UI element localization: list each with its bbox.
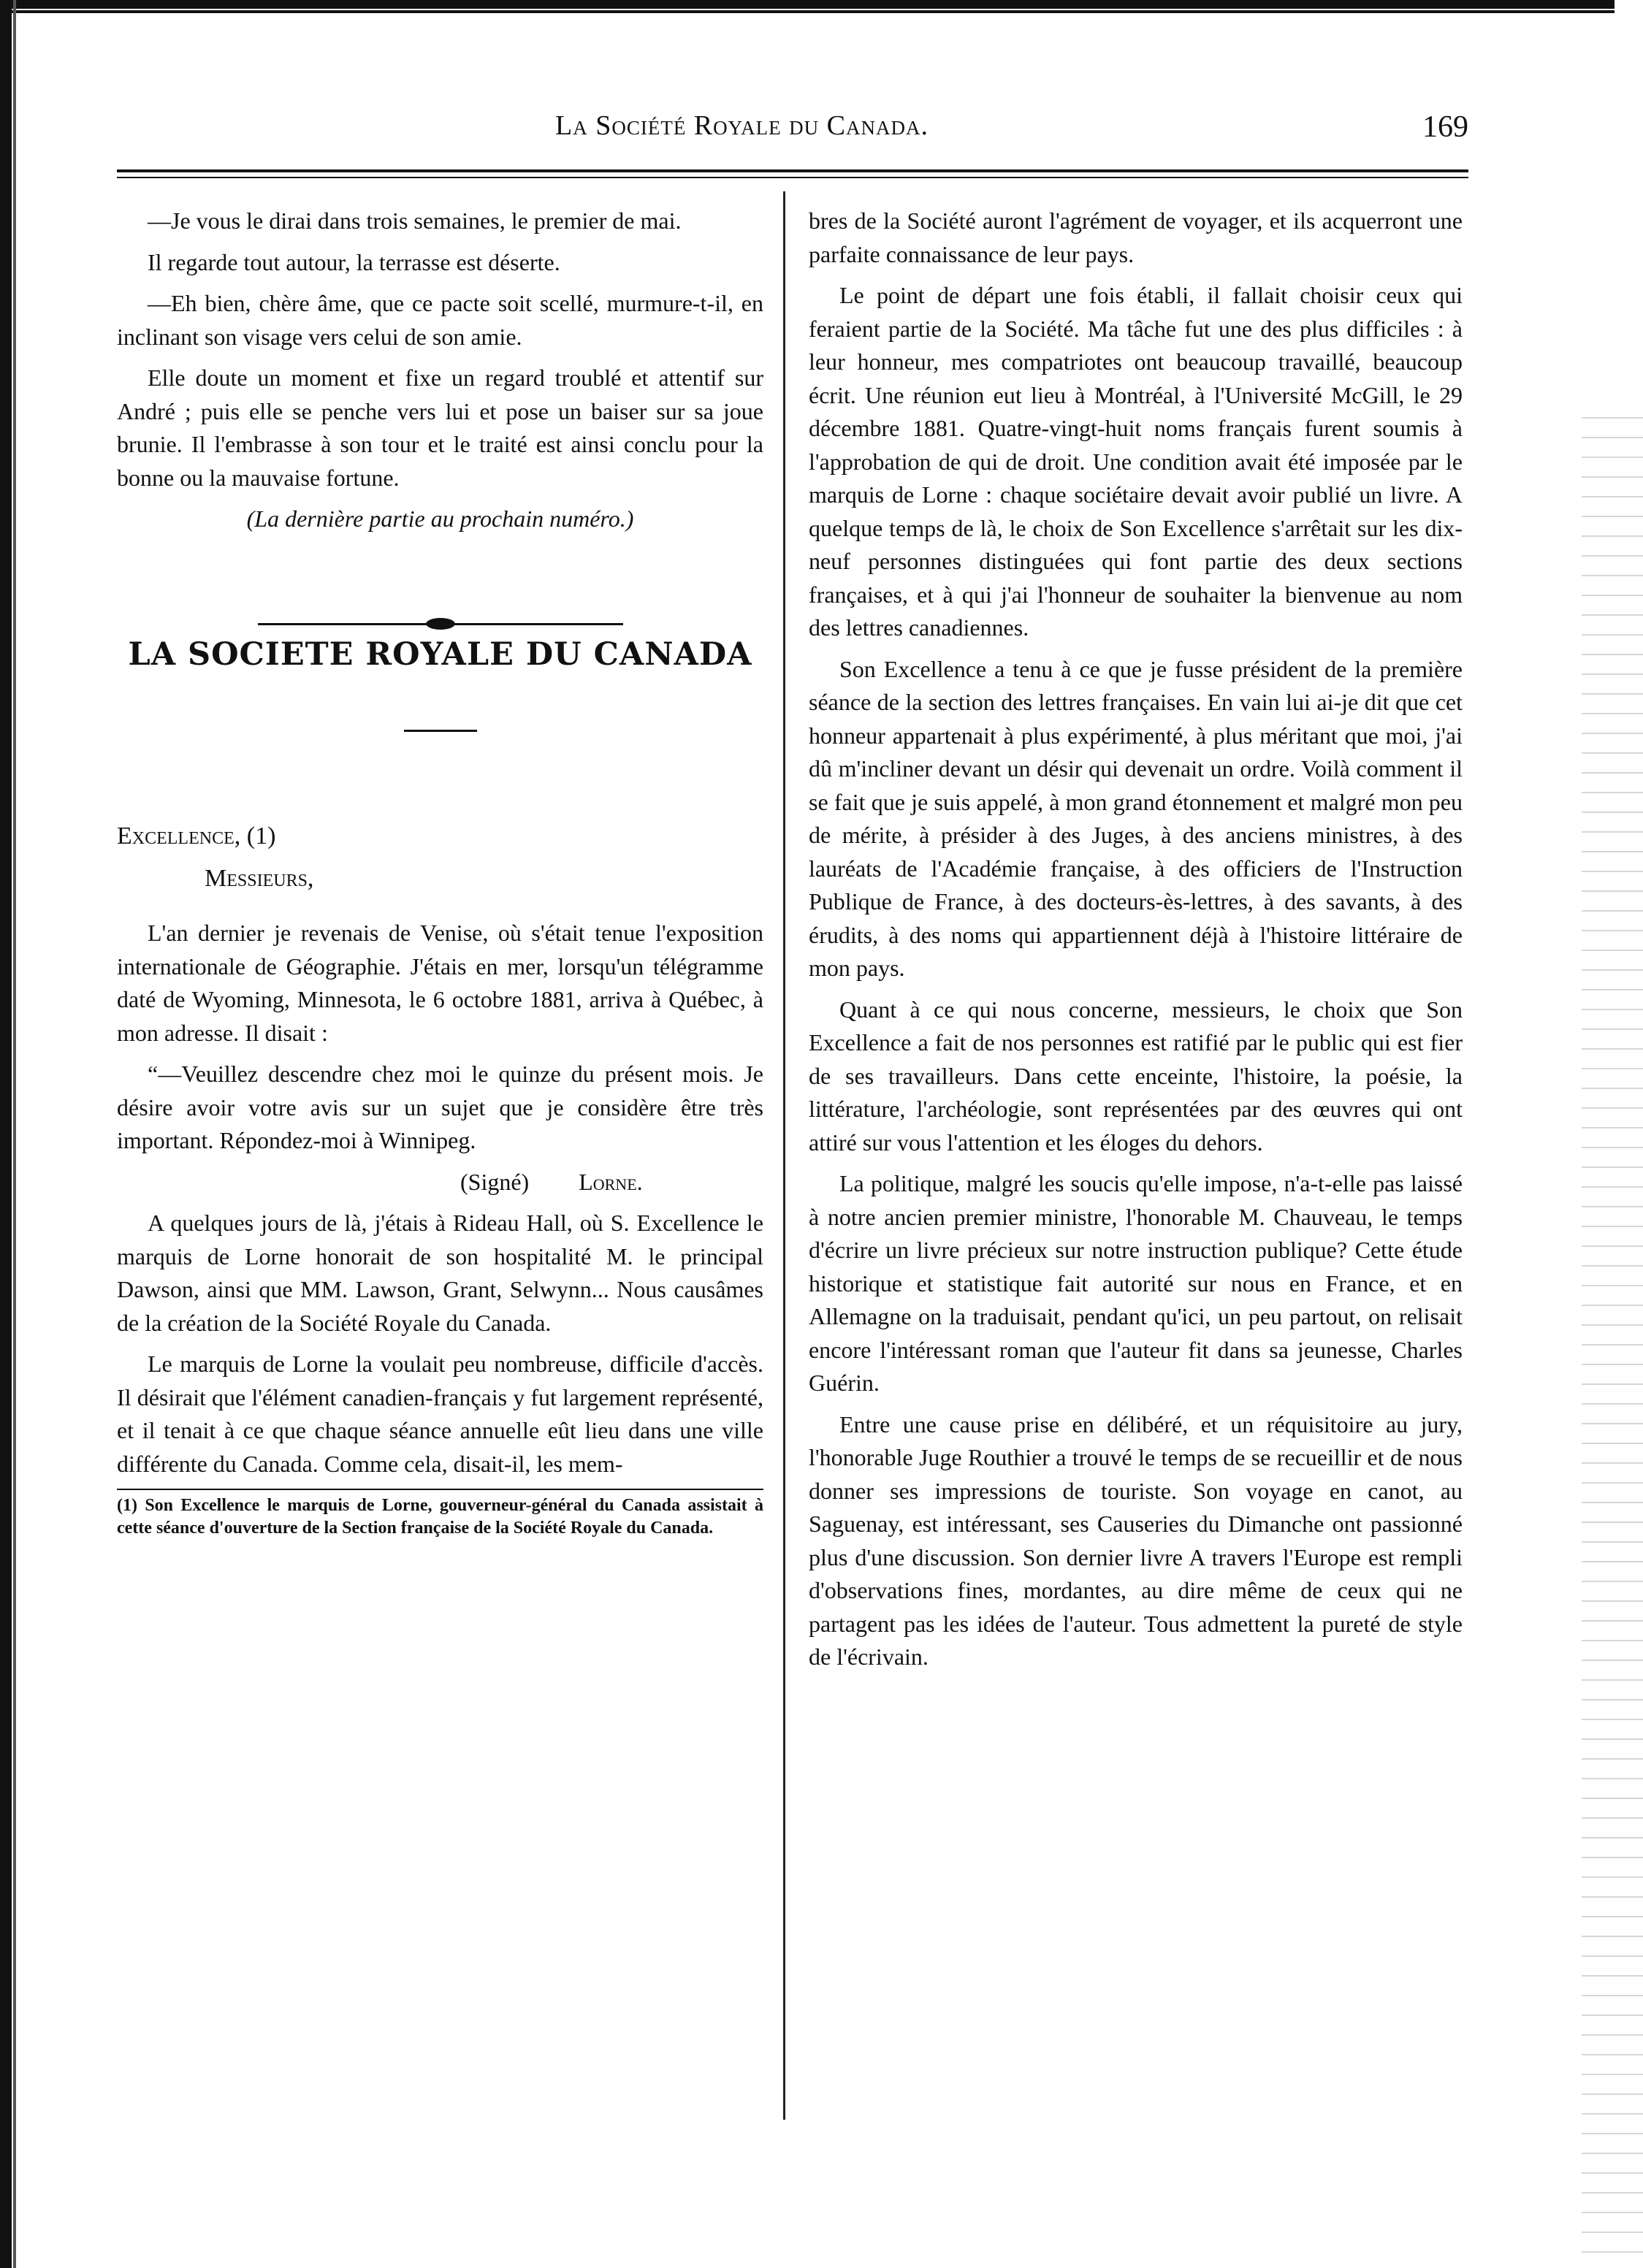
ornamental-divider bbox=[258, 609, 623, 638]
footnote: (1) Son Excellence le marquis de Lorne, gouverneur-général du Canada assistait à cette séance d'ouverture de la Section française de la Société Royale du Canada. bbox=[117, 1496, 763, 1538]
paragraph: Le point de départ une fois établi, il fallait choisir ceux qui feraient partie de la Société. Ma tâche fut une des plus difficiles : à leur honneur, mes compatriotes ont beaucoup travaillé, beaucoup écrit. Une réunion eut lieu à Montréal, à l'Université McGill, le 29 décembre 1881. Quatre-vingt-huit noms français furent soumis à l'approbation de qui de droit. Une condition avait été imposée par le marquis de Lorne : chaque sociétaire devait avoir publié un livre. A quelque temps de là, le choix de Son Excellence s'arrêtait sur les dix-neuf personnes distinguées qui font partie des deux sections françaises, et à qui j'ai l'honneur de souhaiter la bienvenue au nom des lettres canadiennes. bbox=[809, 282, 1463, 641]
paragraph: Quant à ce qui nous concerne, messieurs, le choix que Son Excellence a fait de nos personnes est ratifié par le public qui est fier de ses travailleurs. Dans cette enceinte, l'histoire, la poésie, la littérature, l'archéologie, sont représentées par des œuvres qui ont attiré sur vous l'attention et les éloges du dehors. bbox=[809, 996, 1463, 1156]
paragraph: —Eh bien, chère âme, que ce pacte soit scellé, murmure-t-il, en inclinant son visage vers celui de son amie. bbox=[117, 290, 763, 350]
top-border-rule-thin bbox=[0, 10, 1615, 13]
header-rule-thin bbox=[117, 177, 1468, 178]
right-margin-scan-noise bbox=[1582, 409, 1643, 2264]
paragraph: A quelques jours de là, j'étais à Rideau Hall, où S. Excellence le marquis de Lorne honorait de son hospitalité M. le principal Dawson, ainsi que MM. Lawson, Grant, Selwynn... Nous causâmes de la création de la Société Royale du Canada. bbox=[117, 1210, 763, 1336]
header-rule-thick bbox=[117, 169, 1468, 172]
telegram-signature bbox=[117, 1166, 763, 1199]
left-column bbox=[117, 205, 763, 1548]
footnote-rule bbox=[117, 1489, 763, 1490]
salutation-messieurs: Messieurs, bbox=[205, 864, 314, 892]
continuation-note: (La dernière partie au prochain numéro.) bbox=[246, 505, 634, 532]
short-divider bbox=[404, 730, 477, 732]
paragraph: Son Excellence a tenu à ce que je fusse président de la première séance de la section des lettres françaises. En vain lui ai-je dit que cet honneur appartenait à plus expérimenté, à plus méritant que moi, j'ai dû m'incliner devant un désir qui devenait un ordre. Voilà comment il se fait que je suis appelé, à mon grand étonnement et malgré mon peu de mérite, à présider à des Juges, à des anciens ministres, à des lauréats de l'Académie française, à des officiers de l'Instruction Publique de France, à des docteurs-ès-lettres, à des savants, à des érudits, à des noms qui appartiennent déjà à l'histoire littéraire de mon pays. bbox=[809, 655, 1463, 981]
paragraph: Le marquis de Lorne la voulait peu nombreuse, difficile d'accès. Il désirait que l'élément canadien-français y fut largement représenté, et il tenait à ce que chaque séance annuelle eût lieu dans une ville différente du Canada. Comme cela, disait-il, les mem- bbox=[117, 1351, 763, 1477]
page-number: 169 bbox=[1422, 110, 1468, 144]
paragraph: L'an dernier je revenais de Venise, où s'était tenue l'exposition internationale de Géographie. J'étais en mer, lorsqu'un télégramme daté de Wyoming, Minnesota, le 6 octobre 1881, arriva à Québec, à mon adresse. Il disait : bbox=[117, 920, 763, 1046]
paragraph: La politique, malgré les soucis qu'elle impose, n'a-t-elle pas laissé à notre ancien premier ministre, l'honorable M. Chauveau, le temps d'écrire un livre précieux sur notre instruction publique? Cette étude historique et statistique fait autorité sur nous en France, et en Allemagne on la traduisait, pendant qu'ici, un peu partout, on relisait encore l'intéressant roman que l'auteur fit dans sa jeunesse, Charles Guérin. bbox=[809, 1170, 1463, 1396]
left-binding-edge bbox=[0, 0, 12, 2268]
top-border-rule bbox=[0, 0, 1615, 9]
ornament-center bbox=[426, 618, 455, 630]
telegram-quote: “—Veuillez descendre chez moi le quinze du présent mois. Je désire avoir votre avis sur un sujet que je considère être très important. Répondez-moi à Winnipeg. bbox=[117, 1061, 763, 1153]
signature-name: Lorne. bbox=[579, 1168, 643, 1195]
section-title: LA SOCIETE ROYALE DU CANADA bbox=[128, 635, 752, 673]
paragraph: —Je vous le dirai dans trois semaines, le premier de mai. bbox=[148, 207, 682, 234]
salutation-excellence: Excellence, (1) bbox=[117, 822, 276, 849]
running-head bbox=[117, 110, 1468, 153]
paragraph: bres de la Société auront l'agrément de voyager, et ils acquerront une parfaite connaissance de leur pays. bbox=[809, 207, 1463, 267]
running-title: La Société Royale du Canada. bbox=[555, 110, 929, 141]
paragraph: Il regarde tout autour, la terrasse est déserte. bbox=[148, 248, 560, 275]
left-page-edge bbox=[13, 0, 16, 2268]
right-column bbox=[809, 205, 1463, 1682]
paragraph: Elle doute un moment et fixe un regard troublé et attentif sur André ; puis elle se penche vers lui et pose un baiser sur sa joue brunie. Il l'embrasse à son tour et le traité est ainsi conclu pour la bonne ou la mauvaise fortune. bbox=[117, 364, 763, 491]
column-divider bbox=[783, 191, 785, 2120]
signature-label: (Signé) bbox=[460, 1168, 530, 1195]
paragraph: Entre une cause prise en délibéré, et un réquisitoire au jury, l'honorable Juge Routhier a trouvé le temps de se recueillir et de nous donner ses impressions de touriste. Son voyage en canot, au Saguenay, est intéressant, ses Causeries du Dimanche ont passionné plus d'une discussion. Son dernier livre A travers l'Europe est rempli d'observations fines, mordantes, au dire même de ceux qui ne partagent pas les idées de l'auteur. Tous admettent la pureté de style de l'écrivain. bbox=[809, 1410, 1463, 1670]
